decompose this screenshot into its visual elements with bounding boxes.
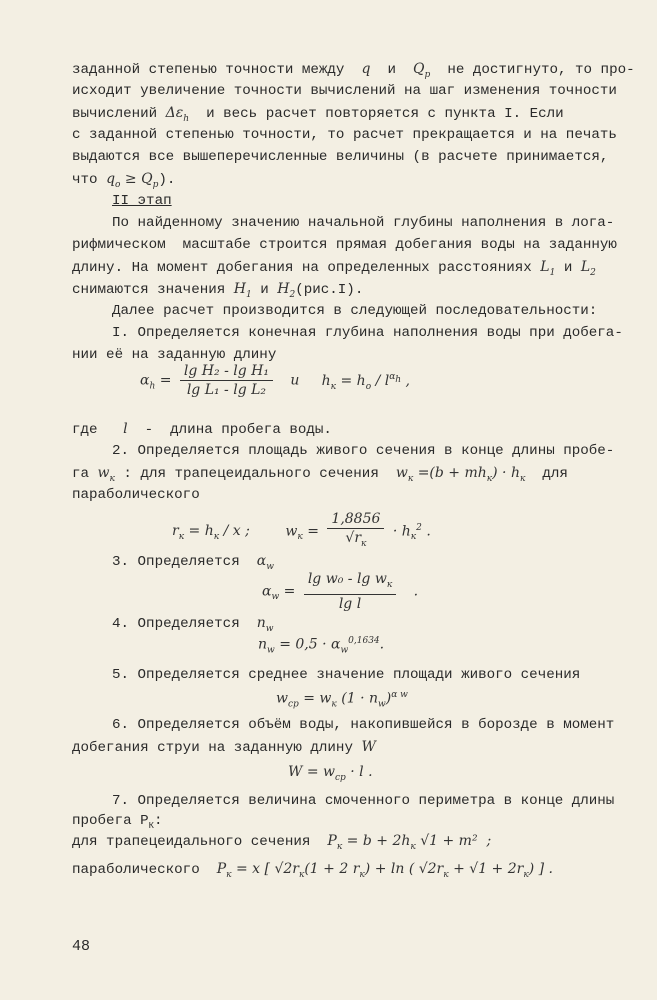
step-7-trapezoidal-line: для трапецеидального сечения $P_к = b + 2h_к$ √1 + m² ; xyxy=(72,833,492,852)
page-number: 48 xyxy=(72,938,91,955)
text-line-3: вычислений $\Delta\varepsilon_h$ и весь расчет повторяется с пункта I. Если xyxy=(72,105,564,124)
formula-w-cp: $w_{cp} = w_к$ $(1 \cdot n_w)^{\alpha w}$ xyxy=(276,690,408,710)
text-line-16: где l - длина пробега воды. xyxy=(72,421,332,438)
step-7-line-2: пробега $P_К$: xyxy=(72,813,163,831)
formula-rk-wk-parabolic: $r_к = h_к / x$ ; $w_к$ = $\frac{1,8856}{√r_к}$ · $h_к^2$ . xyxy=(172,511,431,549)
step-7-parabolic-line: параболического $P_к = x$ [ $√2r_к(1 + 2$ $r_к) + \ln$ ( $√2r_к + √1 + 2r_к$) ] . xyxy=(72,861,553,880)
formula-rk: $r_к = h_к / x$ ; xyxy=(172,523,250,543)
text-line-12: Далее расчет производится в следующей последовательности: xyxy=(112,303,598,319)
step-7-line: 7. Определяется величина смоченного периметра в конце длины xyxy=(112,793,615,809)
text-line-9: рифмическом масштабе строится прямая добегания воды на заданную xyxy=(72,237,617,253)
formula-n-w: $n_w = 0,5 \cdot \alpha_w^{0,1634}$. xyxy=(258,636,385,656)
formula-Qp: $Q_p$ xyxy=(413,61,431,80)
formula-pk-parabolic: $P_к = x$ [ $√2r_к(1 + 2$ $r_к) + \ln$ ( $√2r_к + √1 + 2r_к$) ] . xyxy=(216,861,553,880)
formula-H1: $H_1$ xyxy=(233,281,252,300)
section-heading-stage-2: II этап xyxy=(112,193,172,209)
text-line-2: исходит увеличение точности вычислений на шаг изменения точности xyxy=(72,83,617,99)
formula-wk-trapezoidal: $w_к =(b + mh_к) \cdot h_к$ xyxy=(395,465,526,484)
text-line-1: заданной степенью точности между q и $Q_p$ не достигнуто, то про- xyxy=(72,61,635,80)
text-line-13: I. Определяется конечная глубина наполнения воды при добега- xyxy=(112,325,623,341)
text-line-5: выдаются все вышеперечисленные величины (в расчете принимается, xyxy=(72,149,609,165)
step-4-line: 4. Определяется $n_w$ xyxy=(112,615,274,634)
formula-q: q xyxy=(361,61,371,77)
formula-alpha-w: $\alpha_w$ = $\frac{\lg w_0 - \lg w_к}{\text{lg l}}$ . xyxy=(262,571,419,612)
text-line-6: что $q_o \ge Q_p$). xyxy=(72,171,176,190)
text-line-17: 2. Определяется площадь живого сечения в конце длины пробе- xyxy=(112,443,615,459)
step-5-line: 5. Определяется среднее значение площади живого сечения xyxy=(112,667,581,683)
text-line-18: га $w_к$ : для трапецеидального сечения $w_к =(b + mh_к) \cdot h_к$ для xyxy=(72,465,568,484)
step-3-line: 3. Определяется $\alpha_w$ xyxy=(112,553,274,572)
formula-delta-eps: $\Delta\varepsilon_h$ xyxy=(165,105,190,124)
text-line-14: нии её на заданную длину xyxy=(72,347,277,363)
text-line-10: длину. На момент добегания на определенных расстояниях $L_1$ и $L_2$ xyxy=(72,259,596,278)
formula-L2: $L_2$ xyxy=(580,259,596,278)
formula-pk-trapezoidal: $P_к = b + 2h_к$ √1 + m² ; xyxy=(327,833,492,852)
formula-W: $W = w_{cp} \cdot l$ . xyxy=(288,764,373,783)
formula-alpha-h: $\alpha_h$ = $\frac{\text{lg H₂ - lg H₁}}{\text{lg L₁ - lg L₂}}$ и $h_к = h_o / l^{\alpha_h}$ , xyxy=(140,363,410,398)
formula-L1: $L_1$ xyxy=(540,259,556,278)
step-6-line: 6. Определяется объём воды, накопившейся в борозде в момент xyxy=(112,717,615,733)
formula-H2: $H_2$ xyxy=(277,281,296,300)
text-line-19: параболического xyxy=(72,487,200,503)
text-line-4: с заданной степенью точности, то расчет прекращается и на печать xyxy=(72,127,617,143)
formula-hk: $h_к = h_o / l^{\alpha_h}$ , xyxy=(321,371,410,392)
text-line-11: снимаются значения $H_1$ и $H_2(рис.I)$. xyxy=(72,281,364,300)
formula-wk: $w_к$ xyxy=(97,465,115,484)
formula-q0-ge-Qp: $q_o \ge Q_p$ xyxy=(106,171,159,190)
text-line-8: По найденному значению начальной глубины наполнения в лога- xyxy=(112,215,615,231)
step-6-line-2: добегания струи на заданную длину W xyxy=(72,739,376,756)
